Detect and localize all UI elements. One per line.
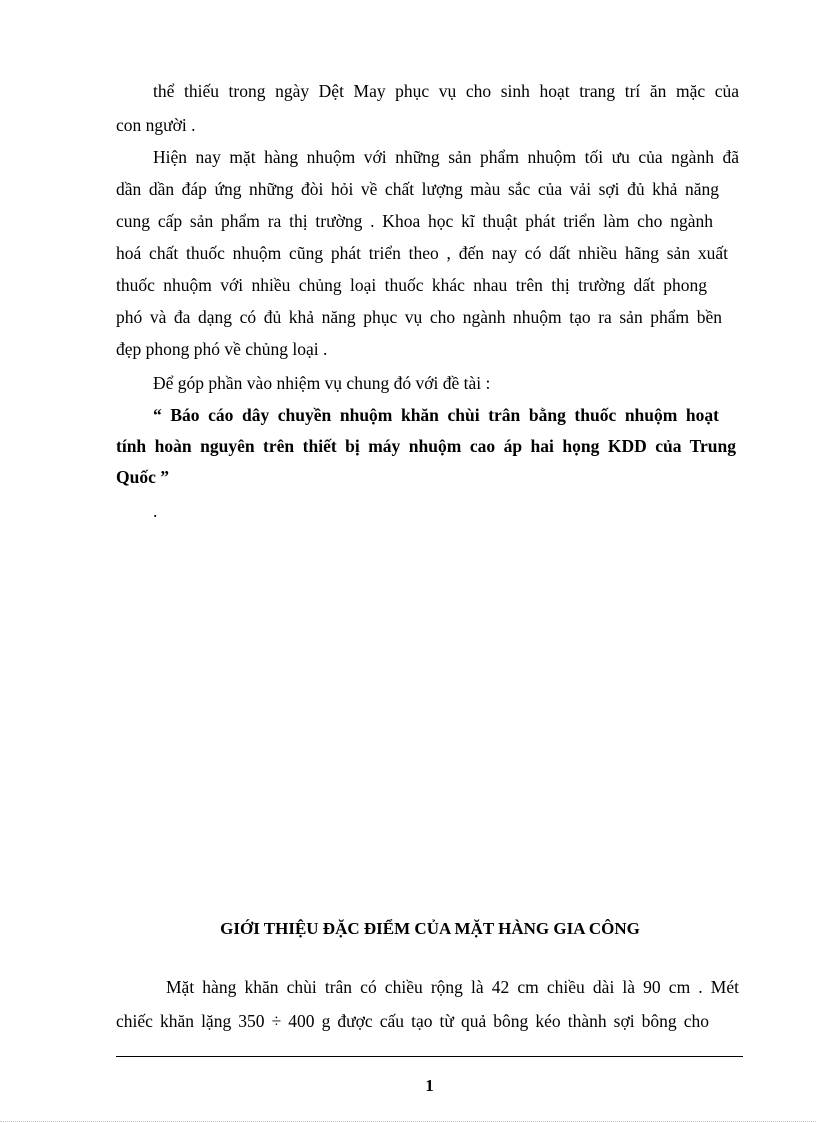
body-line: dần dần đáp ứng những đòi hỏi về chất lượng màu sắc của vải sợi đủ khả năng xyxy=(116,179,719,199)
section-heading: GIỚI THIỆU ĐẶC ĐIỂM CỦA MẶT HÀNG GIA CÔNG xyxy=(220,919,640,938)
body-line: con người . xyxy=(116,115,196,135)
body-line: đẹp phong phó về chủng loại . xyxy=(116,339,328,359)
page-edge xyxy=(0,1121,816,1122)
title-quote-line: tính hoàn nguyên trên thiết bị máy nhuộm cao áp hai họng KDD của Trung xyxy=(116,436,736,456)
body-line: Mặt hàng khăn chùi trân có chiều rộng là 42 cm chiều dài là 90 cm . Mét xyxy=(166,977,739,997)
body-line: chiếc khăn lặng 350 ÷ 400 g được cấu tạo từ quả bông kéo thành sợi bông cho xyxy=(116,1011,709,1031)
body-line: hoá chất thuốc nhuộm cũng phát triển theo , đến nay có dất nhiều hãng sản xuất xyxy=(116,243,728,263)
body-line: Hiện nay mặt hàng nhuộm với những sản phẩm nhuộm tối ưu của ngành đã xyxy=(153,147,739,167)
page-number: 1 xyxy=(425,1076,434,1095)
footer-rule xyxy=(116,1056,743,1057)
body-line: Để góp phần vào nhiệm vụ chung đó với đề tài : xyxy=(153,373,491,393)
title-quote-line: Quốc ” xyxy=(116,467,169,487)
body-line: thuốc nhuộm với nhiều chủng loại thuốc khác nhau trên thị trường dất phong xyxy=(116,275,707,295)
body-line: thể thiếu trong ngày Dệt May phục vụ cho sinh hoạt trang trí ăn mặc của xyxy=(153,81,739,101)
body-line: phó và đa dạng có đủ khả năng phục vụ cho ngành nhuộm tạo ra sản phẩm bền xyxy=(116,307,722,327)
body-line: cung cấp sản phẩm ra thị trường . Khoa học kĩ thuật phát triển làm cho ngành xyxy=(116,211,713,231)
title-quote-line: “ Báo cáo dây chuyền nhuộm khăn chùi trân bằng thuốc nhuộm hoạt xyxy=(153,405,719,425)
body-line: . xyxy=(153,501,158,521)
